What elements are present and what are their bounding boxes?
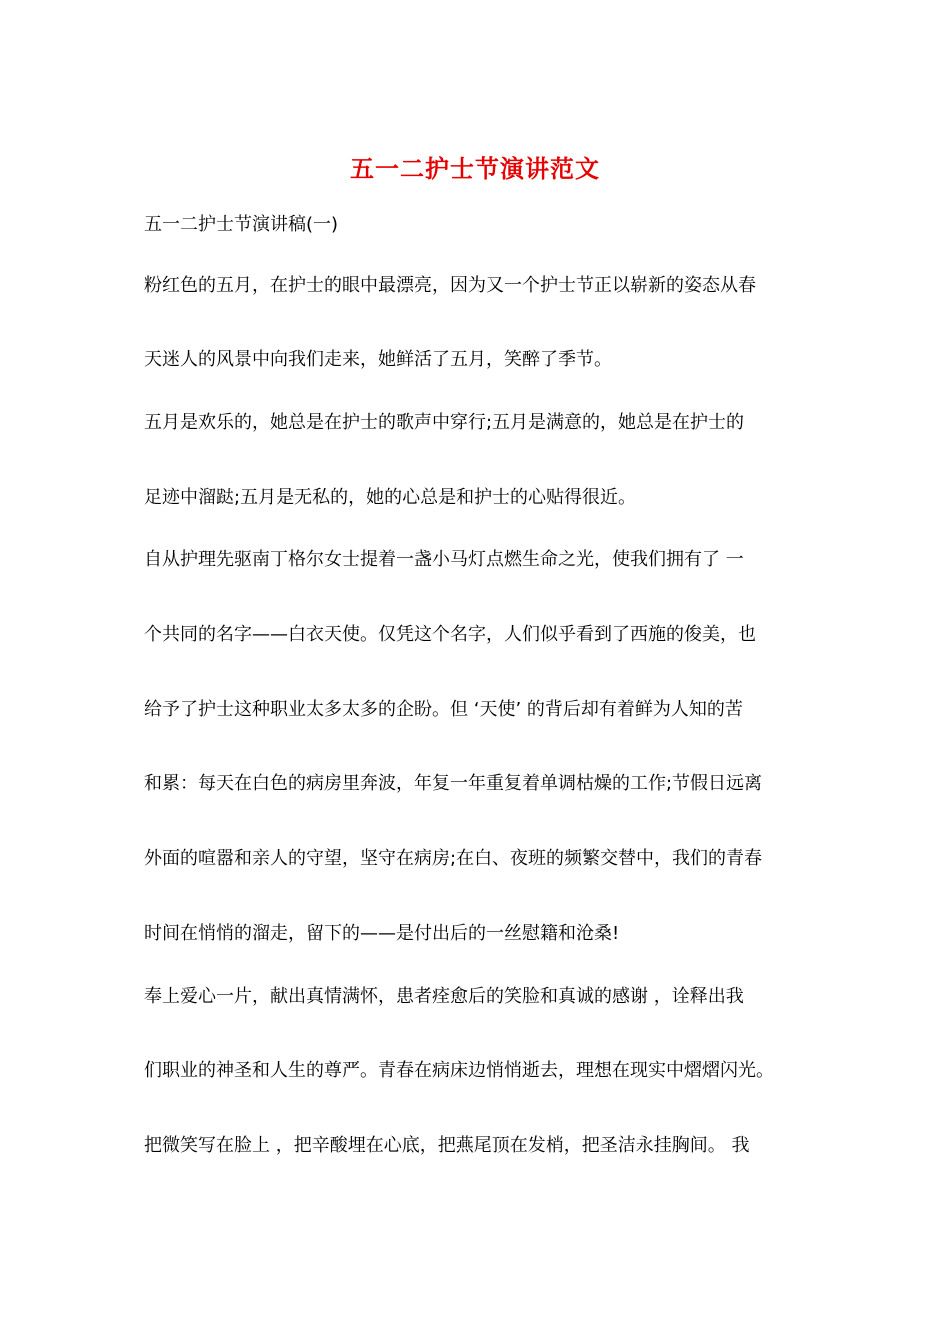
text-line: 和累：每天在白色的病房里奔波，年复一年重复着单调枯燥的工作;节假日远离	[144, 773, 763, 794]
document-title: 五一二护士节演讲范文	[350, 154, 600, 183]
text-line: 个共同的名字——白衣天使。仅凭这个名字，人们似乎看到了西施的俊美，也	[144, 624, 756, 645]
text-line: 自从护理先驱南丁格尔女士提着一盏小马灯点燃生命之光，使我们拥有了 一	[144, 549, 744, 570]
text-line: 粉红色的五月，在护士的眼中最漂亮，因为又一个护士节正以崭新的姿态从春	[144, 275, 756, 296]
text-line: 们职业的神圣和人生的尊严。青春在病床边悄悄逝去，理想在现实中熠熠闪光。	[144, 1060, 774, 1081]
text-line: 时间在悄悄的溜走，留下的——是付出后的一丝慰籍和沧桑!	[144, 923, 620, 944]
text-line: 奉上爱心一片，献出真情满怀，患者痊愈后的笑脸和真诚的感谢 ，诠释出我	[144, 986, 744, 1007]
document-subtitle: 五一二护士节演讲稿(一)	[144, 214, 339, 235]
text-line: 把微笑写在脸上 ，把辛酸埋在心底，把燕尾顶在发梢，把圣洁永挂胸间。 我	[144, 1135, 750, 1156]
text-line: 给予了护士这种职业太多太多的企盼。但 ‘天使’ 的背后却有着鲜为人知的苦	[144, 699, 743, 720]
text-line: 天迷人的风景中向我们走来，她鲜活了五月，笑醉了季节。	[144, 349, 612, 370]
text-line: 足迹中溜跶;五月是无私的，她的心总是和护士的心贴得很近。	[144, 487, 637, 508]
text-line: 五月是欢乐的，她总是在护士的歌声中穿行;五月是满意的，她总是在护士的	[144, 412, 745, 433]
text-line: 外面的喧嚣和亲人的守望，坚守在病房;在白、夜班的频繁交替中，我们的青春	[144, 848, 763, 869]
